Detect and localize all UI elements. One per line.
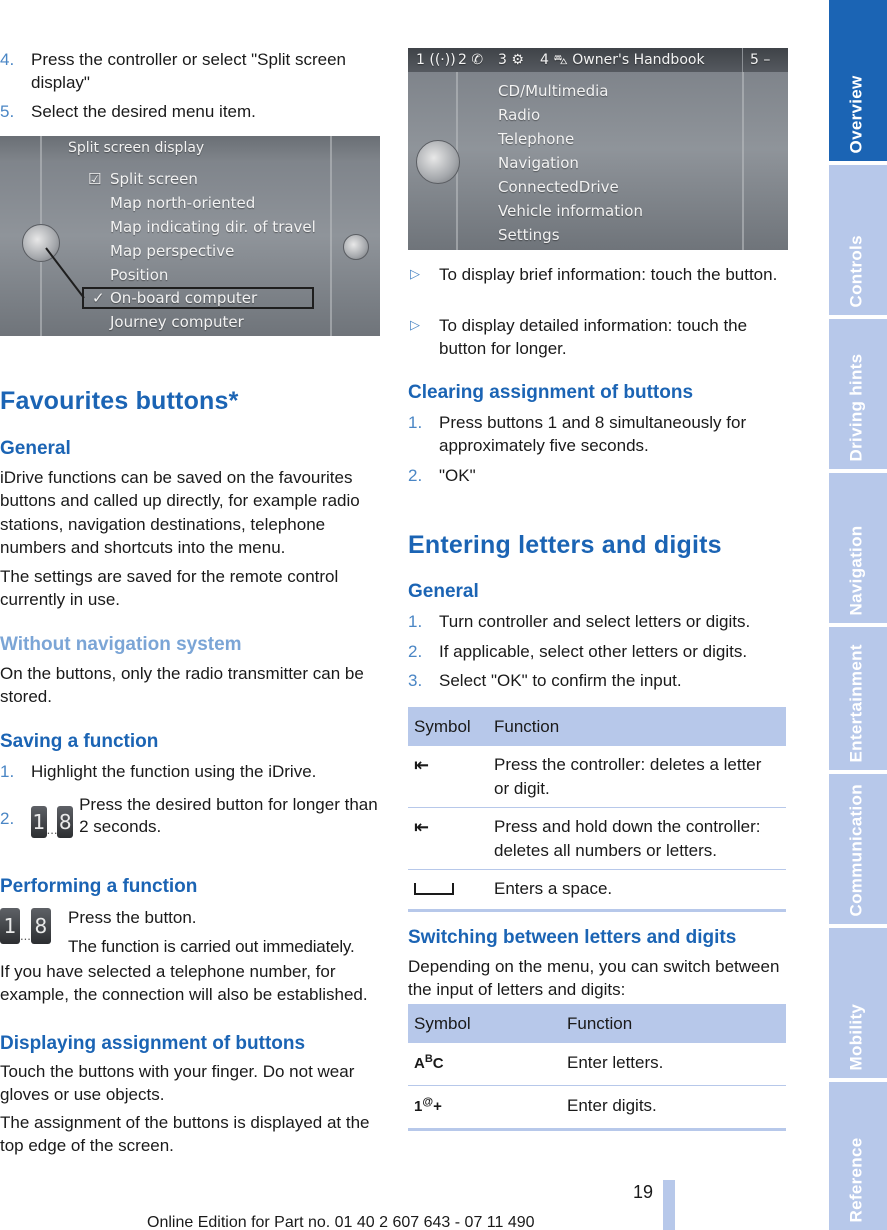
step-number: 1. [408, 612, 423, 631]
paragraph: The settings are saved for the remote control currently in use. [0, 567, 339, 610]
menu-item: Split screen [110, 170, 198, 188]
ellipsis-text: ... [46, 822, 58, 837]
checkbox-icon: ☑ [88, 170, 102, 188]
left-column [0, 0, 380, 1230]
menu-item: Telephone [498, 130, 575, 148]
dash-icon: – [763, 52, 771, 68]
section-title: Entering letters and digits [408, 531, 722, 559]
backspace-icon: ⇤ [414, 817, 430, 838]
table-cell [408, 1043, 561, 1085]
bullet-item [408, 263, 788, 286]
chapter-tab-label: Mobility [846, 1003, 866, 1070]
favourite-key-icon: 8 [57, 806, 73, 838]
table-header: Function [561, 1004, 786, 1043]
table-cell: Enters a space. [488, 870, 786, 910]
table-cell: Press and hold down the controller: deletes all numbers or letters. [488, 808, 786, 870]
subsection-title: Saving a function [0, 731, 159, 752]
chapter-tab-navigation[interactable] [829, 473, 887, 623]
favourite-tab-phone [458, 51, 483, 70]
page-marker [663, 1180, 675, 1230]
chapter-tab-label: Entertainment [846, 643, 866, 762]
subsection-title: Without navigation system [0, 634, 242, 655]
step-item [0, 760, 380, 783]
table-row [408, 808, 786, 870]
bullet-text: To display detailed information: touch the button for longer. [439, 316, 748, 359]
table-row [408, 746, 786, 807]
main-menu-screen-image [408, 48, 788, 250]
letters-icon: $A^BC$ [414, 1053, 444, 1073]
tab-number: 2 [458, 52, 467, 68]
triangle-bullet-icon: ▷ [410, 266, 420, 281]
chapter-tab-overview[interactable] [829, 0, 887, 161]
table-header: Function [488, 707, 786, 746]
step-item [0, 100, 380, 123]
table-cell [408, 808, 488, 870]
table-cell: Press the controller: deletes a letter or digit. [488, 746, 786, 807]
chapter-tab-reference[interactable] [829, 1082, 887, 1230]
step-item [408, 464, 788, 487]
bullet-text: To display brief information: touch the button. [439, 265, 778, 284]
chapter-tab-mobility[interactable] [829, 928, 887, 1078]
paragraph: The function is carried out immediately. [68, 937, 355, 956]
step-text: If applicable, select other letters or digits. [439, 642, 748, 661]
menu-item: Navigation [498, 154, 579, 172]
bullet-item [408, 314, 788, 361]
table-cell [408, 1086, 561, 1130]
step-number: 3. [408, 671, 423, 690]
menu-item: Map indicating dir. of travel [110, 218, 316, 236]
menu-item: On-board computer [110, 289, 258, 307]
edition-footer: Online Edition for Part no. 01 40 2 607 643 - 07 11 490 [147, 1214, 535, 1230]
menu-item: Radio [498, 106, 541, 124]
tab-number: 5 [750, 52, 759, 68]
favourite-tab-handbook [540, 51, 705, 70]
split-screen-display-image [0, 136, 380, 336]
favourite-tab-empty [750, 51, 770, 70]
subsection-title: General [0, 438, 71, 459]
tab-number: 3 [498, 52, 507, 68]
step-text: Press the desired button for longer than 2 seconds. [79, 795, 378, 836]
step-item [0, 794, 380, 838]
subsection-title: General [408, 581, 479, 602]
symbol-table [408, 1004, 786, 1131]
phone-icon: ✆ [471, 52, 484, 68]
paragraph: The assignment of the buttons is displayed at the top edge of the screen. [0, 1113, 370, 1156]
section-title: Favourites buttons* [0, 387, 239, 415]
chapter-tab-label: Driving hints [846, 353, 866, 461]
favourite-tab-settings [498, 51, 524, 70]
controller-knob-icon [416, 140, 460, 184]
paragraph: On the buttons, only the radio transmitter can be stored. [0, 664, 364, 707]
step-number: 1. [0, 762, 15, 781]
triangle-bullet-icon: ▷ [410, 317, 420, 332]
step-number: 2. [408, 466, 423, 485]
favourite-key-icon: 1 [0, 908, 20, 944]
tab-label: Owner's Handbook [572, 52, 705, 68]
ellipsis-text: ... [20, 928, 31, 943]
step-item [408, 411, 788, 458]
paragraph: iDrive functions can be saved on the favourites buttons and called up directly, for example radio stations, navigation destinations, telephone numbers and shortcuts into the menu. [0, 468, 360, 558]
check-icon: ✓ [92, 289, 105, 307]
table-row [408, 870, 786, 910]
subsection-title: Displaying assignment of buttons [0, 1033, 306, 1054]
table-cell [408, 746, 488, 807]
paragraph: Press the button. [68, 908, 197, 927]
favourite-key-icon: 1 [31, 806, 47, 838]
tab-number: 4 [540, 52, 549, 68]
step-text: Press the controller or select "Split screen display" [31, 50, 346, 93]
paragraph: If you have selected a telephone number, for example, the connection will also be established. [0, 962, 368, 1005]
backspace-icon: ⇤ [414, 755, 430, 776]
step-text: Turn controller and select letters or digits. [439, 612, 751, 631]
chapter-tab-communication[interactable] [829, 774, 887, 924]
digits-icon: 1@+ [414, 1096, 442, 1116]
step-item [408, 640, 788, 663]
step-text: Select the desired menu item. [31, 102, 256, 121]
subsection-title: Performing a function [0, 876, 198, 897]
favourite-key-icon: 8 [31, 908, 51, 944]
paragraph: Depending on the menu, you can switch between the input of letters and digits: [408, 957, 780, 1000]
right-column [408, 0, 788, 1230]
step-number: 1. [408, 413, 423, 432]
step-text: Highlight the function using the iDrive. [31, 762, 317, 781]
table-header-row [408, 1004, 786, 1043]
favourite-tab-radio [416, 51, 456, 70]
paragraph: Touch the buttons with your finger. Do not wear gloves or use objects. [0, 1062, 355, 1105]
table-row [408, 1043, 786, 1085]
menu-item: Journey computer [110, 313, 244, 331]
screen-title: Split screen display [68, 140, 205, 156]
menu-item: Vehicle information [498, 202, 643, 220]
chapter-tab-entertainment[interactable] [829, 627, 887, 770]
table-header: Symbol [408, 707, 488, 746]
chapter-tab-controls[interactable] [829, 165, 887, 315]
step-item [408, 669, 788, 692]
car-icon: ⛍ [553, 52, 568, 68]
gear-icon: ⚙ [511, 52, 524, 68]
chapter-tab-label: Overview [846, 74, 866, 153]
menu-item: Settings [498, 226, 560, 244]
step-item [0, 48, 380, 95]
table-cell: Enter digits. [561, 1086, 786, 1130]
table-row [408, 1086, 786, 1130]
table-cell [408, 870, 488, 910]
step-text: Select "OK" to confirm the input. [439, 671, 682, 690]
step-number: 4. [0, 50, 15, 69]
chapter-tab-label: Communication [846, 783, 866, 916]
menu-item: ConnectedDrive [498, 178, 619, 196]
subsection-title: Switching between letters and digits [408, 927, 737, 948]
step-number: 2. [408, 642, 423, 661]
chapter-tab-label: Reference [846, 1137, 866, 1222]
menu-item: Position [110, 266, 169, 284]
page-number: 19 [633, 1182, 654, 1202]
menu-item: Map north-oriented [110, 194, 256, 212]
menu-item: Map perspective [110, 242, 235, 260]
pointer-line-icon [0, 136, 380, 336]
step-number: 2. [0, 809, 15, 828]
subsection-title: Clearing assignment of buttons [408, 382, 694, 403]
chapter-tab-label: Navigation [846, 525, 866, 615]
favourite-keys [0, 908, 51, 944]
table-header-row [408, 707, 786, 746]
chapter-sidebar [829, 0, 887, 1230]
step-text: "OK" [439, 466, 476, 485]
table-cell: Enter letters. [561, 1043, 786, 1085]
step-item [408, 610, 788, 633]
radio-icon: ((·)) [429, 52, 456, 68]
menu-item: CD/Multimedia [498, 82, 609, 100]
step-number: 5. [0, 102, 15, 121]
chapter-tab-label: Controls [846, 234, 866, 307]
space-icon [414, 883, 454, 895]
step-text: Press buttons 1 and 8 simultaneously for approximately five seconds. [439, 413, 747, 456]
table-header: Symbol [408, 1004, 561, 1043]
symbol-table [408, 707, 786, 912]
tab-number: 1 [416, 52, 425, 68]
chapter-tab-driving-hints[interactable] [829, 319, 887, 469]
